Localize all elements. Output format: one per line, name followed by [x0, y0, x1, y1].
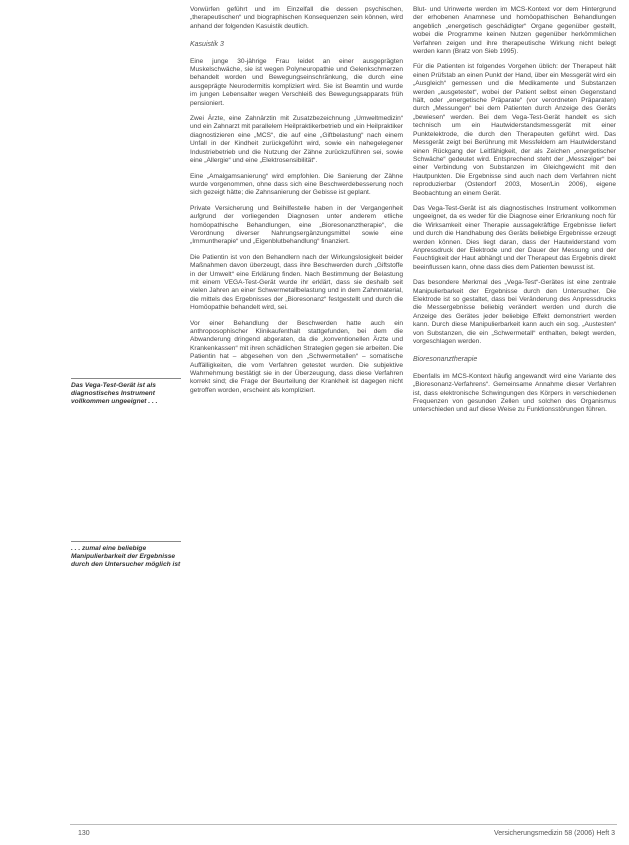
journal-footer: Versicherungsmedizin 58 (2006) Heft 3	[493, 830, 615, 837]
pull-quote	[71, 541, 181, 569]
paragraph: Zwei Ärzte, eine Zahnärztin mit Zusatzbezeichnung „Umweltmedizin“ und ein Zahnarzt mit parallelem Heilpraktikerbetrieb und ein Heilpraktiker diagnostizieren eine „MCS“, die auf eine „Giftbelastung“ nach einem Unfall in der Kindheit zurückgeführt wird, sowie ein nahegelegener Industriebetrieb und die Nutzung der Zähne zurückzuführen sei, sowie eine „Allergie“ und eine „Elektrosensibilität“.	[190, 115, 403, 165]
section-heading: Bioresonanztherapie	[413, 356, 478, 364]
paragraph: Eine „Amalgamsanierung“ wird empfohlen. Die Sanierung der Zähne wurde vorgenommen, ohne dass sich eine Beschwerdebesserung noch sich gezeigt hätte; die Zahnsanierung der Gebisse ist geplant.	[190, 172, 403, 197]
paragraph: Ebenfalls im MCS-Kontext häufig angewandt wird eine Variante des „Bioresonanz-Verfahrens“. Gemeinsame Annahme dieser Verfahren ist, dass elektronische Schwingungen des Körpers in verschiedenen Frequenzen von gesunden Zellen und solchen des Organismus unterschieden und auf diese Weise zu Funktionsstörungen führen.	[413, 372, 616, 414]
paragraph: Das besondere Merkmal des „Vega-Test“-Gerätes ist eine zentrale Manipulierbarkeit der Ergebnisse durch den Untersucher. Die Elektrode ist so gestaltet, dass bei Veränderung des Anpressdrucks die Messergebnisse beliebig verändert werden und durch die Anzeige des Gerätes jeder beliebige Effekt demonstriert werden kann. Durch diese Manipulierbarkeit kann auch ein sog. „Austesten“ von Substanzen, die ein „Schwermetall“ enthalten, belegt werden, vorgeschlagen werden.	[413, 279, 616, 346]
pull-quote-text: . . . zumal eine beliebige Manipulierbarkeit der Ergebnisse durch den Untersucher möglich ist	[71, 545, 181, 568]
pull-quote-text: Das Vega-Test-Gerät ist als diagnostisches Instrument vollkommen ungeeignet . . .	[71, 382, 158, 405]
paragraph: Private Versicherung und Beihilfestelle haben in der Vergangenheit aufgrund der vorliegenden Diagnosen unter anderem etliche homöopathische Behandlungen, eine „Bioresonanztherapie“, die Verordnung diverser Nahrungsergänzungsmittel sowie eine „Immuntherapie“ und „Eigenblutbehandlung“ finanziert.	[190, 204, 403, 246]
text-column-middle	[190, 6, 403, 402]
divider	[71, 541, 181, 542]
text-column-right	[413, 6, 616, 422]
divider	[71, 378, 181, 379]
page-number: 130	[78, 830, 90, 837]
pull-quote	[71, 378, 181, 406]
paragraph: Das Vega-Test-Gerät ist als diagnostisches Instrument vollkommen ungeeignet, da es weder für die Diagnose einer Erkrankung noch für die Wirksamkeit einer Therapie aussagekräftige Ergebnisse liefert und durch die Handhabung des Geräts beliebige Ergebnisse erzeugt werden können. Dies liegt daran, dass der Hautwiderstand vom Anpressdruck der Elektrode und der Dauer der Messung und der Feuchtigkeit der Haut abhängt und der Therapeut das Ergebnis direkt beeinflussen kann, ohne dass dies dem Patienten bewusst ist.	[413, 204, 616, 271]
paragraph: Eine junge 30-jährige Frau leidet an einer ausgeprägten Muskelschwäche, sie ist wegen Polyneuropathie und Gelenkschmerzen behandelt worden und Bewegungseinschränkung, die durch eine ausgeprägte Neurodermitis kompliziert wird. Sie ist Beamtin und wurde im jungen Lebensalter wegen Verschleiß des Bewegungsapparats früh pensioniert.	[190, 57, 403, 107]
paragraph: Blut- und Urinwerte werden im MCS-Kontext vor dem Hintergrund der erhobenen Anamnese und homöopathischen Behandlungen angeblich „energetisch geschädigter“ Organe gegenüber gestellt, wobei die Programme keinen Nutzen gegenüber herkömmlichen Verfahren zeigen und ihre therapeutische Wirkung nicht belegt werden kann (Bratz von Sieb 1995).	[413, 6, 616, 56]
footer-divider	[70, 824, 617, 825]
paragraph: Die Patientin ist von den Behandlern nach der Wirkungslosigkeit beider Maßnahmen davon überzeugt, dass ihre Beschwerden durch „Giftstoffe in der Umwelt“ eine Erklärung finden. Nach Bestimmung der Belastung mit einem VEGA-Test-Gerät wurde ihr erklärt, dass sie deshalb seit vielen Jahren an einer Schwermetallbelastung und in dem Zahnmaterial, die mittels des Ergebnisses der „Bioresonanz“ festgestellt und durch die Homöopathie behandelt wird, sei.	[190, 253, 403, 312]
section-heading: Kasuistik 3	[190, 41, 224, 49]
paragraph: Vorwürfen geführt und im Einzelfall die dessen psychischen, „therapeutischen“ und biographischen Konsequenzen sein können, wird anhand der folgenden Kasuistik deutlich.	[190, 6, 403, 30]
paragraph: Vor einer Behandlung der Beschwerden hatte auch ein anthroposophischer Klinikaufenthalt stattgefunden, bei dem die Abwanderung dringend abgeraten, da die „konventionellen Ärzte und Krankenkassen“ mit ihren schädlichen Strategien gegen sie arbeiten. Die Patientin hat – abgesehen von den „Schwermetallen“ – somatische Auffälligkeiten, die vom Verfahren getestet wurden. Die subjektive Wahrnehmung bestätigt sie in der Überzeugung, dass diese Verfahren korrekt sind; die Frage der Beurteilung der Krankheit ist dagegen nicht getroffen worden, erscheint als kompliziert.	[190, 319, 403, 394]
paragraph: Für die Patienten ist folgendes Vorgehen üblich: der Therapeut hält einen Prüfstab an einen Punkt der Hand, über ein Messgerät wird ein „Ausgleich“ gemessen und die Medikamente und Substanzen werden „ausgetestet“, wobei der Patient selbst einen Gegenstand hält, oder „energetische Präparate“ (vor verordneten Präparaten) durch „Messungen“ bei dem Patienten durch Anzeige des Geräts „bewiesen“ werden. Bei dem Vega-Test-Gerät handelt es sich technisch um ein Hautwiderstandsmessgerät mit einer Punktelektrode, die durch den Therapeuten geführt wird. Das Messgerät zeigt bei Berührung mit Messfeldern am Hautwiderstand einen Rückgang der Leitfähigkeit, der als Zeichen „energetischer Schwäche“ gedeutet wird. Entsprechend steht der „Messzeiger“ bei einer Verbindung von Substanzen im Gleichgewicht mit den Hautpunkten. Die Ergebnisse sind auch nach dem Verfahren nicht reproduzierbar (Ostendorf 2003, Moser/Lin 2006), eigene Beobachtung an einem Gerät.	[413, 63, 616, 197]
